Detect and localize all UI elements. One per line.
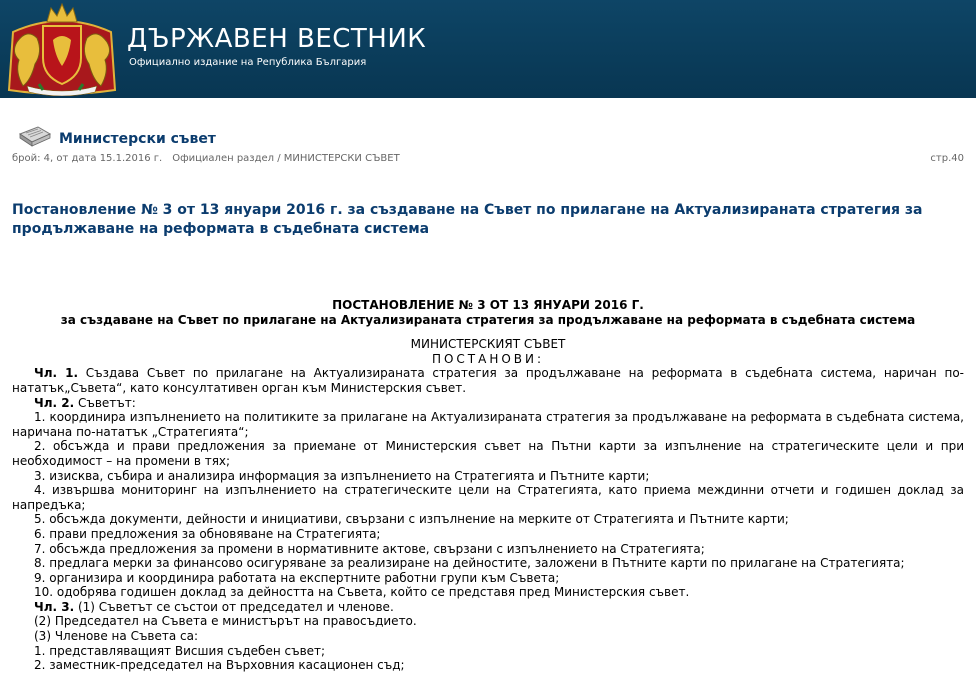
article-label: Чл. 1. bbox=[34, 366, 79, 381]
document-body bbox=[12, 298, 964, 673]
list-item: 9. организира и координира работата на експертните работни групи към Съвета; bbox=[34, 570, 560, 585]
section-title[interactable]: Министерски съвет bbox=[59, 131, 216, 147]
document-title-link[interactable]: Постановление № 3 от 13 януари 2016 г. за създаване на Съвет по прилагане на Актуализираната стратегия за продължаване на реформата в съдебната система bbox=[12, 202, 923, 237]
decree-subheading: за създаване на Съвет по прилагане на Актуализираната стратегия за продължаване на реформата в съдебната система bbox=[60, 312, 916, 327]
list-item: 10. одобрява годишен доклад за дейността на Съвета, който се представя пред Министерския съвет. bbox=[34, 585, 690, 600]
coat-of-arms-logo[interactable] bbox=[3, 2, 121, 96]
list-item: 8. предлага мерки за финансово осигуряване за реализиране на дейностите, заложени в Пътните карти по прилагане на Стратегията; bbox=[34, 556, 905, 571]
page-number: стр.40 bbox=[930, 153, 964, 164]
decrees-label: ПОСТАНОВИ: bbox=[431, 351, 545, 366]
list-item: 5. обсъжда документи, дейности и инициативи, свързани с изпълнение на мерките от Стратегията и Пътните карти; bbox=[34, 512, 789, 527]
list-item: 3. изисква, събира и анализира информация за изпълнението на Стратегията и Пътните карти; bbox=[34, 468, 650, 483]
list-item: (2) Председател на Съвета е министърът на правосъдието. bbox=[34, 614, 417, 629]
article-label: Чл. 2. bbox=[34, 395, 75, 410]
council-label: МИНИСТЕРСКИЯТ СЪВЕТ bbox=[410, 337, 566, 352]
list-item: (3) Членове на Съвета са: bbox=[34, 629, 199, 644]
list-item: 2. обсъжда и прави предложения за приемане от Министерския съвет на Пътни карти за изпълнение на стратегическите цели и при необходимост – на промени в тях; bbox=[12, 439, 964, 468]
list-item: 1. координира изпълнението на политиките за прилагане на Актуализираната стратегия за продължаване на реформата в съдебната система, наричана по-нататък „Стратегията“; bbox=[12, 410, 964, 439]
article-text: (1) Съветът се състои от председател и членове. bbox=[74, 599, 394, 614]
article-text: Създава Съвет по прилагане на Актуализираната стратегия за продължаване на реформата в съдебната система, наричан по-нататък„Съвета“, като консултативен орган към Министерския съвет. bbox=[12, 366, 965, 395]
section-path: Официален раздел / МИНИСТЕРСКИ СЪВЕТ bbox=[172, 153, 400, 164]
issue-info: брой: 4, от дата 15.1.2016 г. bbox=[12, 153, 163, 164]
article-2 bbox=[12, 396, 964, 411]
list-item: 4. извършва мониторинг на изпълнението на стратегическите цели на Стратегията, като приема междинни отчети и годишен доклад за напредъка; bbox=[12, 483, 964, 512]
newspaper-icon bbox=[16, 124, 52, 148]
site-subtitle: Официално издание на Република България bbox=[129, 57, 367, 68]
list-item: 1. представляващият Висшия съдебен съвет; bbox=[34, 643, 326, 658]
article-1 bbox=[12, 366, 964, 395]
decree-heading: ПОСТАНОВЛЕНИЕ № 3 ОТ 13 ЯНУАРИ 2016 Г. bbox=[332, 298, 644, 312]
list-item: 7. обсъжда предложения за промени в нормативните актове, свързани с изпълнението на Стратегията; bbox=[34, 541, 705, 556]
article-3 bbox=[12, 600, 964, 615]
site-title: ДЪРЖАВЕН ВЕСТНИК bbox=[127, 24, 427, 54]
site-header bbox=[0, 0, 976, 98]
issue-meta bbox=[12, 153, 400, 164]
list-item: 6. прави предложения за обновяване на Стратегията; bbox=[34, 526, 381, 541]
article-label: Чл. 3. bbox=[34, 599, 75, 614]
list-item: 2. заместник-председател на Върховния касационен съд; bbox=[34, 658, 405, 673]
article-text: Съветът: bbox=[74, 395, 136, 410]
